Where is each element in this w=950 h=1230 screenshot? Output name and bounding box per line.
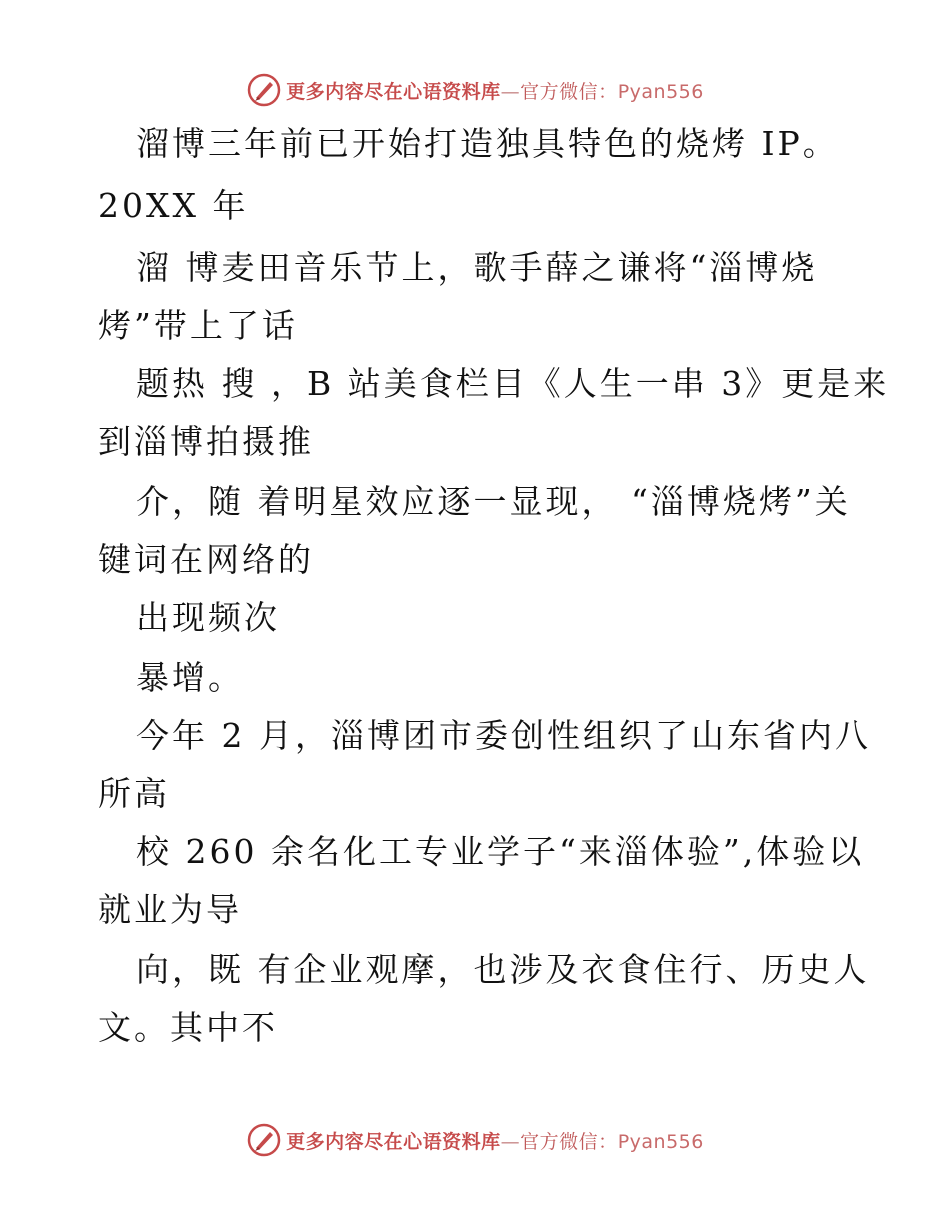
- watermark-separator: —: [500, 80, 521, 103]
- watermark-text: [286, 1127, 704, 1154]
- text-line: 溜 博麦田音乐节上，歌手薛之谦将“淄博烧: [136, 248, 818, 287]
- text-line: 校 260 余名化工专业学子“来淄体验”,体验以: [136, 832, 865, 871]
- text-line: 烤”带上了话: [98, 306, 298, 345]
- text-line: 就业为导: [98, 890, 242, 929]
- footer-watermark: [0, 1120, 950, 1160]
- watermark-main: 更多内容尽在心语资料库: [286, 1130, 501, 1153]
- quill-pen-icon: [246, 1122, 282, 1158]
- watermark-separator: —: [500, 1130, 521, 1153]
- text-line: 键词在网络的: [98, 540, 314, 579]
- text-line: 出现频次: [136, 598, 280, 637]
- text-line: 文。其中不: [98, 1008, 278, 1047]
- header-watermark: [0, 70, 950, 110]
- watermark-text: [286, 77, 704, 104]
- text-line: 所高: [98, 774, 170, 813]
- watermark-official-label: 官方微信：: [520, 1130, 618, 1153]
- text-line: 介，随 着明星效应逐一显现， “淄博烧烤”关: [136, 482, 851, 521]
- watermark-official-label: 官方微信：: [520, 80, 618, 103]
- watermark-wechat-id: Pyan556: [617, 1130, 704, 1153]
- text-line: 题热 搜 ，B 站美食栏目《人生一串 3》更是来: [136, 364, 890, 403]
- quill-pen-icon: [246, 72, 282, 108]
- text-line: 到淄博拍摄推: [98, 422, 314, 461]
- text-line: 溜博三年前已开始打造独具特色的烧烤 IP。: [136, 124, 839, 163]
- text-line: 今年 2 月，淄博团市委创性组织了山东省内八: [136, 716, 871, 755]
- text-line: 暴增。: [136, 658, 244, 697]
- text-line: 20XX 年: [98, 186, 249, 225]
- text-line: 向，既 有企业观摩，也涉及衣食住行、历史人: [136, 950, 870, 989]
- watermark-main: 更多内容尽在心语资料库: [286, 80, 501, 103]
- watermark-wechat-id: Pyan556: [617, 80, 704, 103]
